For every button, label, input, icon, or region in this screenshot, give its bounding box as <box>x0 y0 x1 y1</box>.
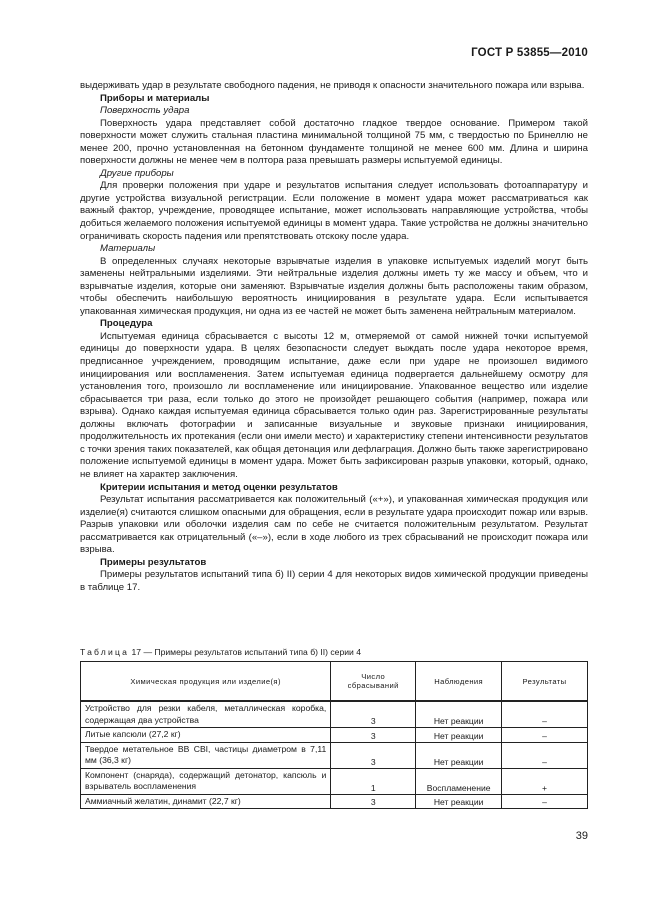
cell-observation: Нет реакции <box>416 728 502 743</box>
cell-drops: 3 <box>331 794 416 809</box>
cell-product: Литые капсюли (27,2 кг) <box>81 728 331 743</box>
paragraph-impact-surface: Поверхность удара представляет собой достаточно гладкое твердое основание. Примером такой поверхности может служить стальная пластина минимальной толщиной 75 мм, с твердостью по Бринеллю не менее 200, прочно установленная на бетонном фундаменте толщиной не менее 600 мм. Длина и ширина поверхности должны не менее чем в полтора раза превышать размеры испытуемой единицы. <box>80 117 588 167</box>
cell-product: Компонент (снаряда), содержащий детонатор, капсюль и взрыватель воспламенения <box>81 768 331 794</box>
paragraph-examples: Примеры результатов испытаний типа б) II) серии 4 для некоторых видов химической продукции приведены в таблице 17. <box>80 569 588 593</box>
cell-result: – <box>502 742 588 768</box>
cell-result: + <box>502 768 588 794</box>
header-product: Химическая продукция или изделие(я) <box>81 662 331 702</box>
paragraph-continuation: выдерживать удар в результате свободного падения, не приводя к опасности значительного пожара или взрыва. <box>80 80 585 91</box>
section-heading-procedure: Процедура <box>100 318 153 330</box>
subheading-materials: Материалы <box>100 243 156 255</box>
results-table <box>80 661 588 809</box>
table-row <box>81 728 588 743</box>
table-caption-prefix: Таблица <box>80 647 130 657</box>
cell-drops: 3 <box>331 728 416 743</box>
cell-drops: 1 <box>331 768 416 794</box>
cell-observation: Нет реакции <box>416 742 502 768</box>
cell-result: – <box>502 794 588 809</box>
cell-observation: Воспламенение <box>416 768 502 794</box>
cell-product: Аммиачный желатин, динамит (22,7 кг) <box>81 794 331 809</box>
section-heading-instruments: Приборы и материалы <box>100 92 210 104</box>
table-caption <box>80 647 361 657</box>
cell-observation: Нет реакции <box>416 701 502 728</box>
table-row <box>81 742 588 768</box>
table-header-row <box>81 662 588 702</box>
section-heading-criteria: Критерии испытания и метод оценки результатов <box>100 481 338 493</box>
cell-product: Устройство для резки кабеля, металлическая коробка, содержащая два устройства <box>81 701 331 728</box>
subheading-other-instruments: Другие приборы <box>100 167 174 179</box>
document-id-header: ГОСТ Р 53855—2010 <box>471 47 588 59</box>
subheading-impact-surface: Поверхность удара <box>100 105 190 117</box>
table-row <box>81 768 588 794</box>
table-caption-text: 17 — Примеры результатов испытаний типа б) II) серии 4 <box>129 647 362 657</box>
header-observations: Наблюдения <box>416 662 502 702</box>
paragraph-procedure: Испытуемая единица сбрасывается с высоты 12 м, отмеряемой от самой нижней точки испытуемой единицы до поверхности удара. В целях безопасности следует выждать после удара некоторое время, предписанное учреждением, проводящим испытание, даже если при ударе не произошел видимого инициирования или воспламенения. Затем испытуемая единица подвергается дальнейшему осмотру для установления того, произошло ли воспламенение или инициирование. Упакованное вещество или изделие сбрасывается три раза, если только до этого не произойдет решающего события (например, пожара или взрыва). Однако каждая испытуемая единица сбрасывается только один раз. Зарегистрированные результаты должны включать фотографии и записанные визуальные и звуковые признаки инициирования, продолжительность их протекания (если они имели место) и характеристику степени интенсивности результатов с точки зрения таких показателей, как общая детонация или дефлаграция. Должно быть также зарегистрировано положение испытуемой единицы в момент удара. Может быть зафиксирован разрыв упаковки, который, однако, не влияет на характер заключения. <box>80 330 588 480</box>
table-row <box>81 794 588 809</box>
cell-drops: 3 <box>331 701 416 728</box>
paragraph-criteria: Результат испытания рассматривается как положительный («+»), и упакованная химическая продукция или изделие(я) считаются слишком опасными для обращения, если в результате удара происходит пожар или взрыв. Разрыв упаковки или оболочки изделия сам по себе не считается положительным результатом. Результат рассматривается как отрицательный («–»), если в ходе любого из трех сбрасываний не происходит пожара или взрыва. <box>80 494 588 556</box>
paragraph-materials: В определенных случаях некоторые взрывчатые изделия в упаковке испытуемых изделий могут быть заменены нейтральными изделиями. Эти нейтральные изделия должны иметь ту же массу и объем, что и взрывчатые изделия, которые они заменяют. Взрывчатые изделия должны быть расположены таким образом, чтобы обеспечить наибольшую вероятность инициирования в результате удара. Если испытывается упакованная химическая продукция, ни одна из ее частей не может быть заменена нейтральным материалом. <box>80 255 588 317</box>
header-drops: Число сбрасываний <box>331 662 416 702</box>
cell-result: – <box>502 701 588 728</box>
section-heading-examples: Примеры результатов <box>100 556 207 568</box>
cell-drops: 3 <box>331 742 416 768</box>
cell-product: Твердое метательное ВВ CBI, частицы диаметром в 7,11 мм (36,3 кг) <box>81 742 331 768</box>
page-number: 39 <box>575 830 588 842</box>
cell-result: – <box>502 728 588 743</box>
paragraph-other-instruments: Для проверки положения при ударе и результатов испытания следует использовать фотоаппаратуру и другие устройства визуальной регистрации. Если положение в момент удара может рассматриваться как важный фактор, учреждение, проводящее испытание, может использовать направляющие устройства, чтобы добиться желаемого положения испытуемой единицы в момент удара. Такие устройства не должны значительно ограничивать скорость падения или препятствовать отскоку после удара. <box>80 180 588 242</box>
body-text <box>80 80 588 594</box>
header-results: Результаты <box>502 662 588 702</box>
table-row <box>81 701 588 728</box>
cell-observation: Нет реакции <box>416 794 502 809</box>
